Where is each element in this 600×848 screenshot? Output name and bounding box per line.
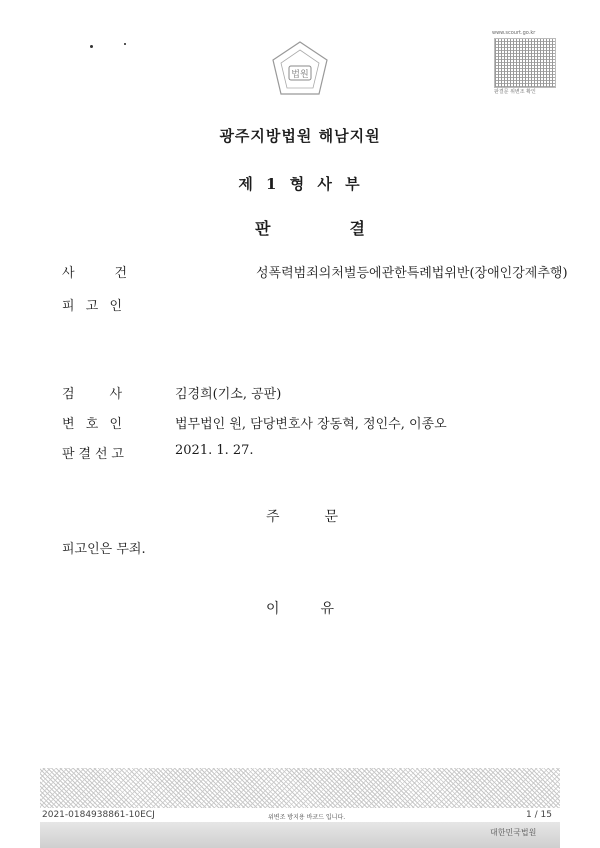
qr-url: www.scourt.go.kr — [492, 30, 536, 36]
division-name: 제 1 형 사 부 — [238, 175, 362, 193]
prosecutor-label — [62, 383, 122, 402]
barcode-notice: 위변조 방지용 바코드 입니다. — [268, 814, 346, 821]
seal-label: 법원 — [291, 70, 309, 80]
footer-bar — [40, 822, 560, 848]
title-char: 판 — [255, 219, 271, 238]
reason-heading — [266, 598, 334, 618]
label-char: 변 — [62, 417, 75, 432]
label-char: 인 — [109, 417, 122, 432]
page-number: 1 / 15 — [526, 810, 552, 820]
brand-label: 대한민국법원 — [490, 828, 537, 837]
label-char: 고 — [85, 299, 99, 314]
prosecutor-value: 김경희(기소, 공판) — [175, 387, 282, 402]
title-char: 결 — [349, 219, 365, 238]
document-title — [255, 216, 365, 239]
verdict-date-value: 2021. 1. 27. — [175, 443, 254, 458]
label-char: 건 — [114, 266, 127, 281]
qr-code-icon — [494, 38, 556, 88]
heading-char: 주 — [266, 509, 280, 525]
verdict-date-label — [62, 443, 124, 462]
court-name: 광주지방법원 해남지원 — [219, 127, 381, 145]
label-char: 검 — [62, 387, 75, 402]
counsel-label — [62, 413, 122, 432]
label-char: 호 — [85, 417, 99, 432]
order-text: 피고인은 무죄. — [62, 542, 146, 557]
label-char: 사 — [109, 387, 122, 402]
defendant-label — [62, 295, 122, 314]
heading-char: 이 — [266, 601, 280, 617]
speck-mark — [124, 43, 126, 45]
document-number: 2021-0184938861-10ECJ — [42, 810, 155, 820]
label-char: 피 — [62, 299, 75, 314]
speck-mark — [90, 45, 93, 48]
label-char: 결 — [78, 447, 92, 462]
counsel-value: 법무법인 원, 담당변호사 장동혁, 정인수, 이종오 — [175, 417, 447, 432]
anti-forgery-barcode — [40, 768, 560, 808]
qr-caption: 판결문 위변조 확인 — [494, 89, 536, 95]
label-char: 고 — [111, 447, 124, 462]
case-label — [62, 262, 127, 281]
heading-char: 유 — [320, 601, 334, 617]
order-heading — [266, 506, 338, 526]
case-value: 성폭력범죄의처벌등에관한특례법위반(장애인강제추행) — [256, 266, 568, 281]
label-char: 선 — [94, 447, 108, 462]
label-char: 판 — [62, 447, 75, 462]
court-seal-icon — [269, 40, 331, 98]
label-char: 인 — [109, 299, 122, 314]
label-char: 사 — [62, 266, 75, 281]
heading-char: 문 — [324, 509, 338, 525]
